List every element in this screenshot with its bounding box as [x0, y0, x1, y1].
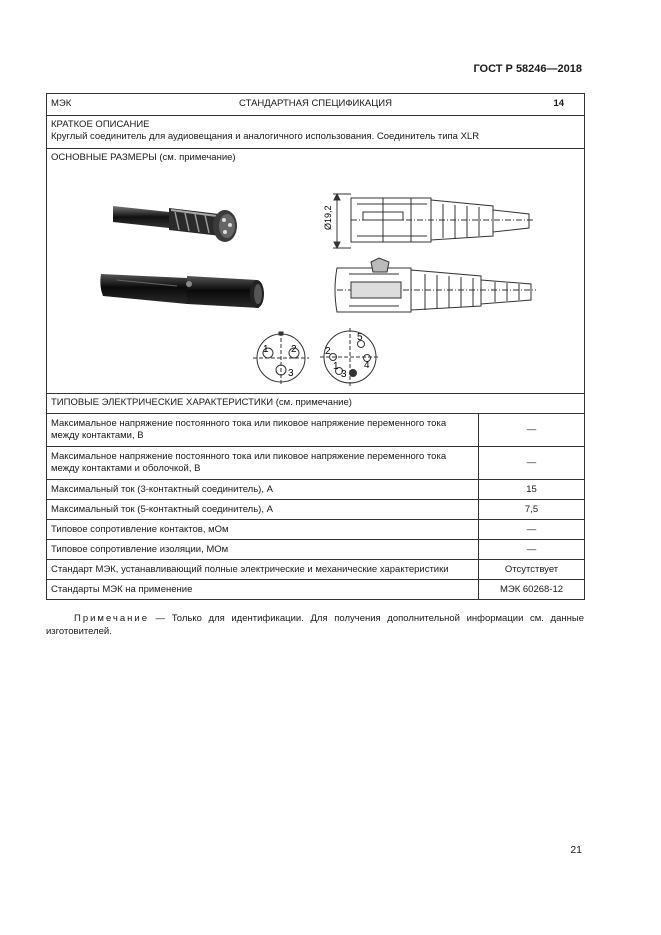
- brief-text: Круглый соединитель для аудиовещания и аналогичного использования. Соединитель типа XLR: [51, 131, 480, 142]
- brief-heading: КРАТКОЕ ОПИСАНИЕ: [51, 119, 150, 130]
- value-cell: 15: [479, 480, 585, 500]
- value-cell: —: [479, 520, 585, 540]
- param-cell: Максимальный ток (3-контактный соединитель), А: [47, 480, 479, 500]
- table-row: [47, 520, 585, 540]
- note-text: — Только для идентификации. Для получения дополнительной информации см. данные изготовителей.: [46, 613, 584, 637]
- param-cell: Типовое сопротивление контактов, мОм: [47, 520, 479, 540]
- pin-label: 2: [325, 346, 331, 357]
- table-row: [47, 414, 585, 447]
- note-lead: Примечание: [74, 613, 149, 624]
- connector-drawing-cutaway-view: [331, 256, 541, 322]
- pin-layout-5pin: [319, 326, 381, 388]
- param-cell: Стандарты МЭК на применение: [47, 580, 479, 600]
- dimensions-cell: [47, 149, 585, 394]
- electrical-heading: ТИПОВЫЕ ЭЛЕКТРИЧЕСКИЕ ХАРАКТЕРИСТИКИ (см. примечание): [47, 394, 585, 414]
- connector-drawing-side-view: [323, 190, 543, 252]
- value-cell: —: [479, 540, 585, 560]
- page-number: 21: [570, 844, 582, 856]
- header-cell: [47, 94, 585, 116]
- document-code: ГОСТ Р 58246—2018: [473, 63, 582, 75]
- table-row: [47, 580, 585, 600]
- value-cell: Отсутствует: [479, 560, 585, 580]
- electrical-heading-row: [47, 394, 585, 414]
- drawings-area: [51, 164, 580, 390]
- value-cell: —: [479, 447, 585, 480]
- connector-photo-3pin: [109, 194, 244, 249]
- pin-label: 1: [333, 361, 339, 372]
- value-cell: 7,5: [479, 500, 585, 520]
- org-label: МЭК: [51, 98, 72, 109]
- specification-table: [46, 93, 585, 600]
- table-row: [47, 500, 585, 520]
- dimensions-heading: ОСНОВНЫЕ РАЗМЕРЫ (см. примечание): [51, 152, 236, 163]
- pin-label: 4: [364, 360, 370, 371]
- table-row: [47, 447, 585, 480]
- param-cell: Максимальный ток (5-контактный соединитель), А: [47, 500, 479, 520]
- pin-label: 2: [291, 344, 297, 355]
- pin-layout-3pin: [251, 330, 311, 390]
- param-cell: Типовое сопротивление изоляции, МОм: [47, 540, 479, 560]
- table-header-row: [47, 94, 585, 116]
- pin-label: 3: [288, 368, 294, 379]
- dimensions-row: [47, 149, 585, 394]
- brief-description-cell: [47, 116, 585, 149]
- spec-number: 14: [553, 98, 565, 109]
- brief-description-row: [47, 116, 585, 149]
- value-cell: МЭК 60268-12: [479, 580, 585, 600]
- param-cell: Максимальное напряжение постоянного тока или пиковое напряжение переменного тока между контактами, В: [47, 414, 479, 447]
- pin-label: 5: [357, 332, 363, 343]
- connector-photo-5pin: [97, 264, 272, 319]
- pin-label: 1: [263, 344, 269, 355]
- pin-label: 3: [341, 369, 347, 380]
- table-row: [47, 480, 585, 500]
- table-row: [47, 540, 585, 560]
- param-cell: Стандарт МЭК, устанавливающий полные электрические и механические характеристики: [47, 560, 479, 580]
- param-cell: Максимальное напряжение постоянного тока или пиковое напряжение переменного тока между контактами и оболочкой, В: [47, 447, 479, 480]
- footnote: [46, 612, 584, 638]
- value-cell: —: [479, 414, 585, 447]
- table-row: [47, 560, 585, 580]
- spec-title: СТАНДАРТНАЯ СПЕЦИФИКАЦИЯ: [239, 98, 392, 109]
- diameter-label: Ø19,2: [323, 205, 333, 230]
